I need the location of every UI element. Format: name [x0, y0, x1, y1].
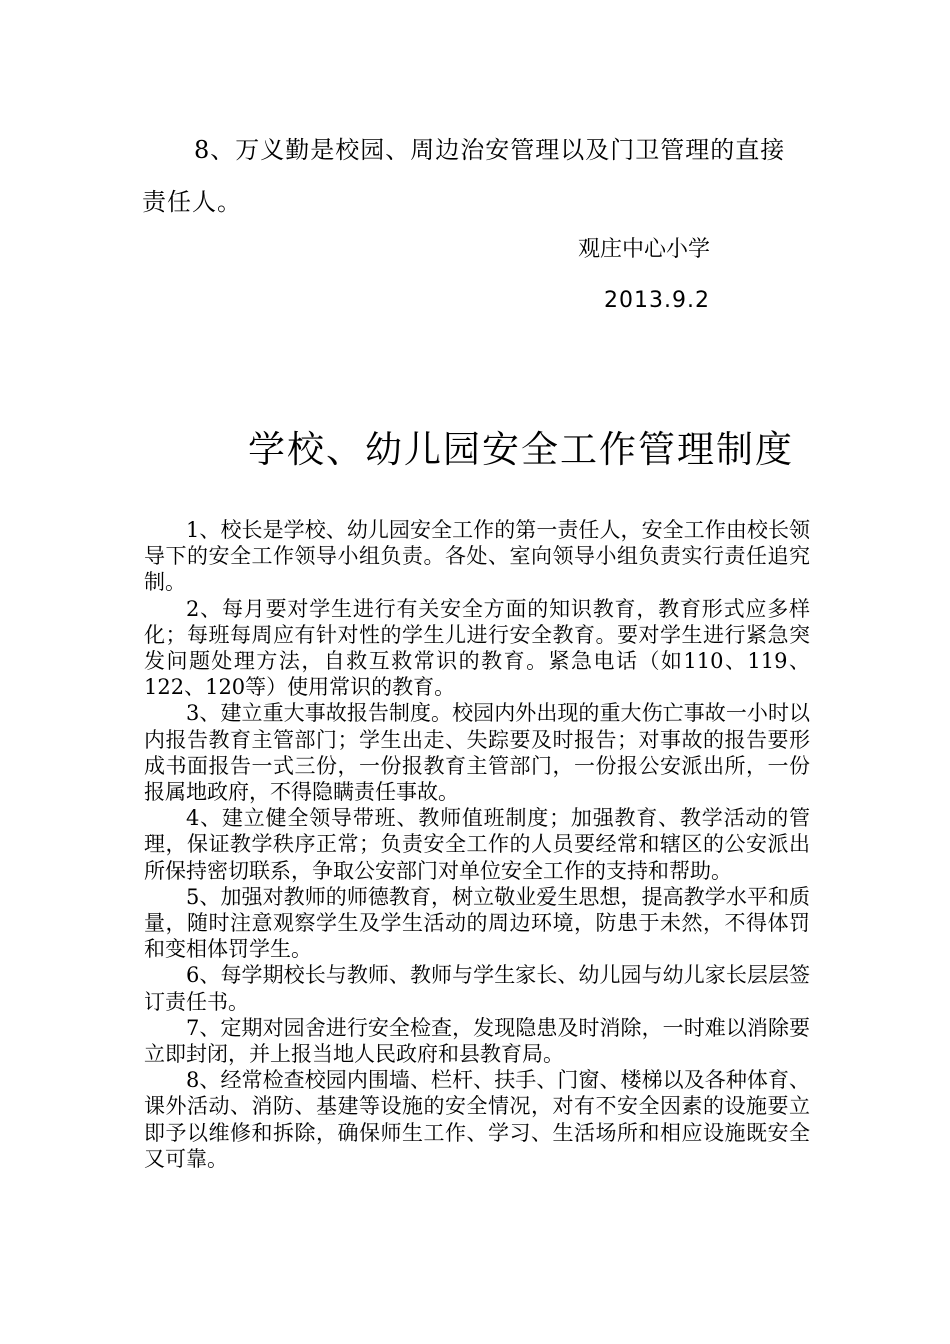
regulation-item-5: 5、加强对教师的师德教育，树立敬业爱生思想，提高教学水平和质量，随时注意观察学生及学生活动的周边环境，防患于未然，不得体罚和变相体罚学生。	[144, 884, 810, 962]
regulation-item-2: 2、每月要对学生进行有关安全方面的知识教育，教育形式应多样化；每班每周应有针对性的学生儿进行安全教育。要对学生进行紧急突发问题处理方法，自救互救常识的教育。紧急电话（如110、119、122、120等）使用常识的教育。	[144, 596, 810, 700]
signature-date: 2013.9.2	[604, 288, 710, 313]
document-title: 学校、幼儿园安全工作管理制度	[248, 428, 794, 471]
responsibility-paragraph: 8、万义勤是校园、周边治安管理以及门卫管理的直接责任人。	[142, 136, 786, 216]
regulation-item-4: 4、建立健全领导带班、教师值班制度；加强教育、教学活动的管理，保证教学秩序正常；负责安全工作的人员要经常和辖区的公安派出所保持密切联系，争取公安部门对单位安全工作的支持和帮助。	[144, 806, 810, 883]
regulation-item-8: 8、经常检查校园内围墙、栏杆、扶手、门窗、楼梯以及各种体育、课外活动、消防、基建等设施的安全情况，对有不安全因素的设施要立即予以维修和拆除，确保师生工作、学习、生活场所和相应设施既安全又可靠。	[144, 1068, 810, 1171]
regulation-item-7: 7、定期对园舍进行安全检查，发现隐患及时消除，一时难以消除要立即封闭，并上报当地人民政府和县教育局。	[144, 1015, 810, 1067]
regulation-list	[144, 517, 810, 1172]
regulation-item-1: 1、校长是学校、幼儿园安全工作的第一责任人，安全工作由校长领导下的安全工作领导小组负责。各处、室向领导小组负责实行责任追究制。	[144, 518, 810, 595]
regulation-item-6: 6、每学期校长与教师、教师与学生家长、幼儿园与幼儿家长层层签订责任书。	[144, 963, 810, 1014]
signature-school-name: 观庄中心小学	[578, 237, 711, 262]
regulation-item-3: 3、建立重大事故报告制度。校园内外出现的重大伤亡事故一小时以内报告教育主管部门；学生出走、失踪要及时报告；对事故的报告要形成书面报告一式三份，一份报教育主管部门，一份报公安派出所，一份报属地政府，不得隐瞒责任事故。	[144, 701, 810, 805]
